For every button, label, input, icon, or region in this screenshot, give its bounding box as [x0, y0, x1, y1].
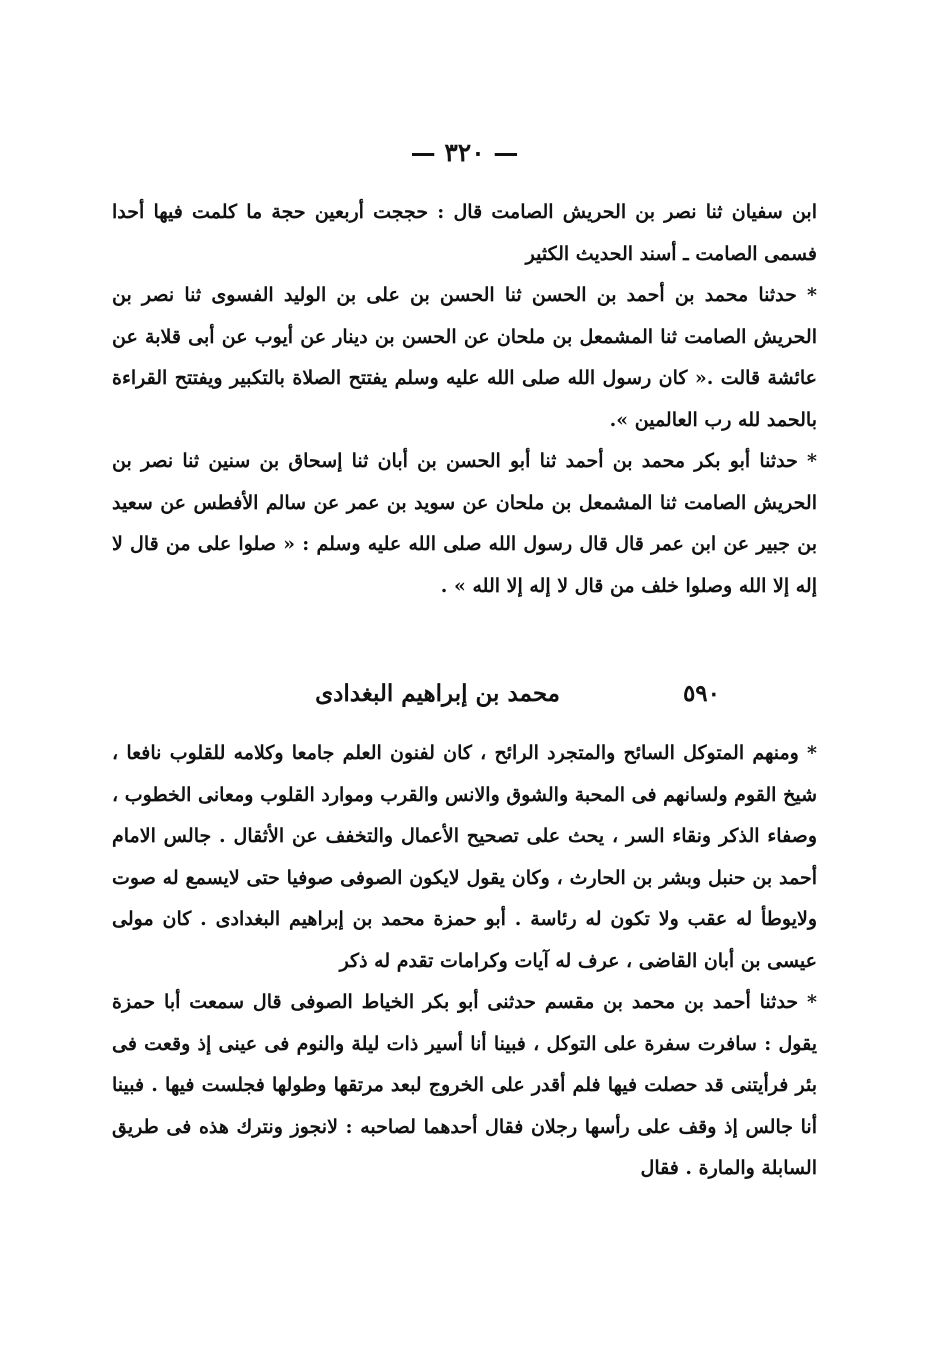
page-number: — ٣٢٠ — — [410, 138, 519, 167]
paragraph: * حدثنا محمد بن أحمد بن الحسن ثنا الحسن بن على بن الوليد الفسوى ثنا نصر بن الحريش الصامت ثنا المشمعل بن ملحان عن الحسن بن دينار عن أيوب عن أبى قلابة عن عائشة قالت .« كان رسول الله صلى الله عليه وسلم يفتتح الصلاة بالتكبير ويفتتح القراءة بالحمد لله رب العالمين ». — [112, 284, 817, 431]
paragraph: ابن سفيان ثنا نصر بن الحريش الصامت قال : حججت أربعين حجة ما كلمت فيها أحدا فسمى الصامت ـ أسند الحديث الكثير — [112, 201, 817, 265]
paragraph: * حدثنا أحمد بن محمد بن مقسم حدثنى أبو بكر الخياط الصوفى قال سمعت أبا حمزة يقول : سافرت سفرة على التوكل ، فبينا أنا أسير ذات ليلة والنوم فى عينى إذ وقعت فى بئر فرأيتنى قد حصلت فيها فلم أقدر على الخروج لبعد مرتقها وطولها فجلست فيها . فبينا أنا جالس إذ وقف على رأسها رجلان فقال أحدهما لصاحبه : لانجوز ونترك هذه فى طريق السابلة والمارة . فقال — [112, 991, 817, 1179]
entry-heading — [300, 680, 720, 720]
paragraph: * حدثنا أبو بكر محمد بن أحمد ثنا أبو الحسن بن أبان ثنا إسحاق بن سنين ثنا نصر بن الحريش الصامت ثنا المشمعل بن ملحان عن سويد بن عمر عن سالم الأفطس عن سعيد بن جبير عن ابن عمر قال قال رسول الله صلى الله عليه وسلم : « صلوا على من قال لا إله إلا الله وصلوا خلف من قال لا إله إلا الله » . — [112, 450, 817, 597]
text-block-top — [112, 192, 817, 607]
paragraph: * ومنهم المتوكل السائح والمتجرد الرائح ، كان لفنون العلم جامعا وكلامه للقلوب نافعا ، شيخ القوم ولسانهم فى المحبة والشوق والانس والقرب وموارد القلوب ومعانى الخطوب ، وصفاء الذكر ونقاء السر ، يحث على تصحيح الأعمال والتخفف عن الأثقال . جالس الامام أحمد بن حنبل وبشر بن الحارث ، وكان يقول لايكون الصوفى صوفيا حتى لايسمع له صوت ولايوطأ له عقب ولا تكون له رئاسة . أبو حمزة محمد بن إبراهيم البغدادى . كان مولى عيسى بن أبان القاضى ، عرف له آيات وكرامات تقدم له ذكر — [112, 742, 818, 972]
entry-name: محمد بن إبراهيم البغدادى — [315, 680, 560, 707]
entry-number: ٥٩٠ — [682, 680, 720, 707]
text-block-bottom — [112, 733, 817, 1190]
